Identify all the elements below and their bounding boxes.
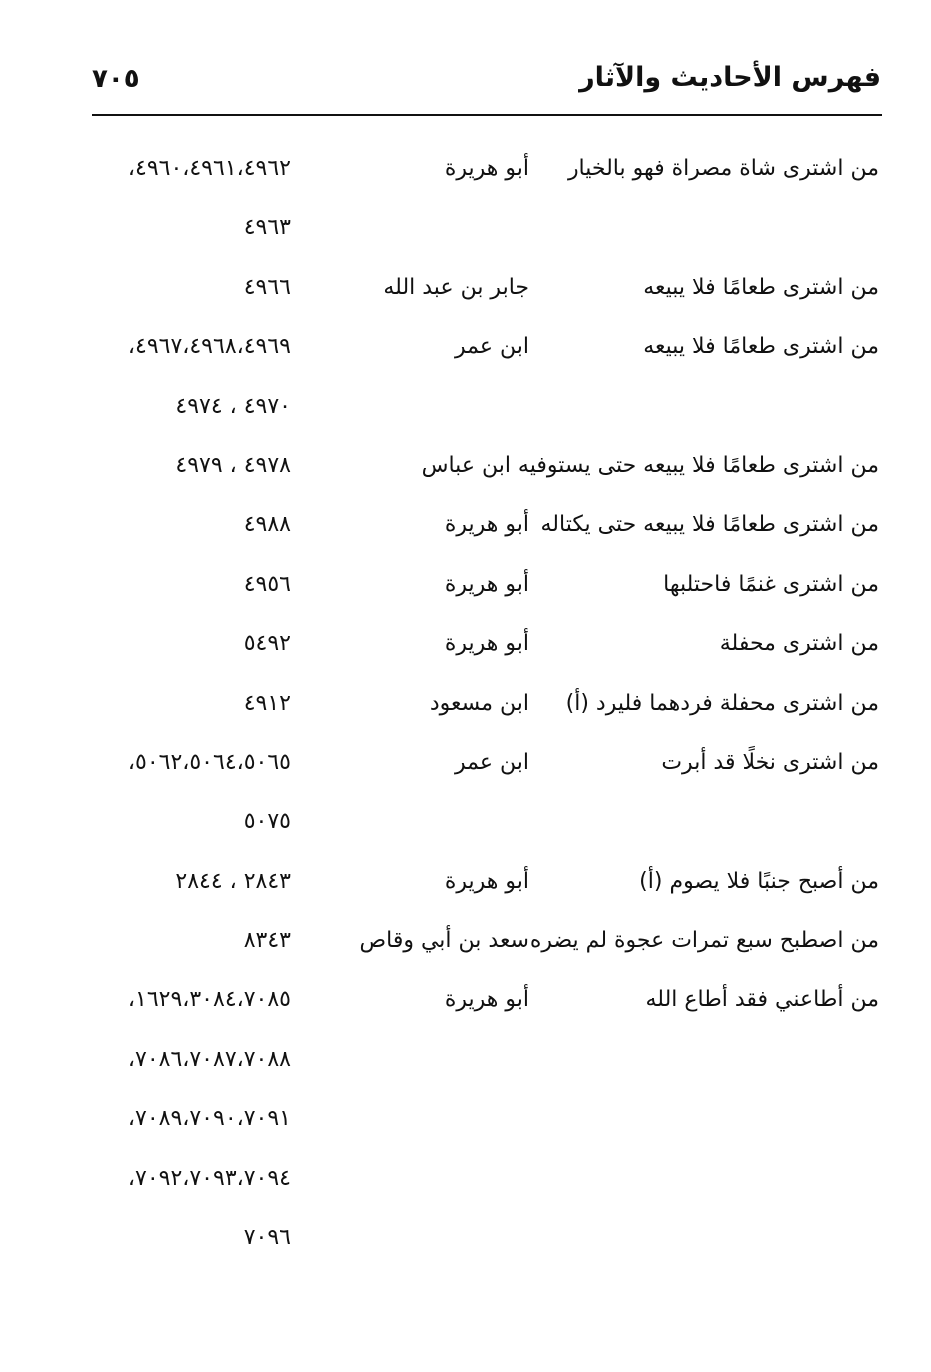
index-entry-row (0, 506, 931, 565)
hadith-reference-numbers: ٤٩٦٣ (243, 215, 291, 241)
index-entry-row (0, 447, 931, 506)
narrator-name: أبو هريرة (444, 987, 529, 1013)
page-title: فهرس الأحاديث والآثار (579, 62, 881, 93)
hadith-reference-numbers: ٤٩٧٨ ، ٤٩٧٩ (175, 452, 291, 478)
hadith-text: من اشترى طعامًا فلا يبيعه حتى يستوفيه ابن عباس (421, 452, 879, 478)
hadith-reference-numbers: ٤٩٦٧،٤٩٦٨،٤٩٦٩، (127, 334, 291, 360)
index-entry-row (0, 863, 931, 922)
hadith-reference-numbers: ٧٠٨٦،٧٠٨٧،٧٠٨٨، (127, 1046, 291, 1072)
index-entry-row (0, 744, 931, 803)
narrator-name: أبو هريرة (444, 571, 529, 597)
narrator-name: ابن عمر (455, 749, 529, 775)
index-entry-row (0, 685, 931, 744)
hadith-reference-numbers: ٢٨٤٣ ، ٢٨٤٤ (175, 868, 291, 894)
index-entry-row (0, 981, 931, 1040)
hadith-reference-numbers: ٨٣٤٣ (243, 928, 291, 954)
index-entry-row (0, 1041, 931, 1100)
narrator-name: أبو هريرة (444, 512, 529, 538)
index-entry-row (0, 1160, 931, 1219)
hadith-reference-numbers: ٧٠٨٩،٧٠٩٠،٧٠٩١، (127, 1106, 291, 1132)
hadith-reference-numbers: ٧٠٩٢،٧٠٩٣،٧٠٩٤، (127, 1165, 291, 1191)
index-entry-row (0, 328, 931, 387)
hadith-text: من اشترى طعامًا فلا يبيعه (643, 334, 879, 360)
hadith-reference-numbers: ٤٩٦٠،٤٩٦١،٤٩٦٢، (127, 156, 291, 181)
index-entry-row (0, 1100, 931, 1159)
hadith-reference-numbers: ١٦٢٩،٣٠٨٤،٧٠٨٥، (127, 987, 291, 1013)
narrator-name: ابن مسعود (429, 690, 529, 716)
index-entry-row (0, 625, 931, 684)
hadith-text: من اشترى نخلًا قد أبرت (661, 749, 879, 775)
hadith-reference-numbers: ٤٩٥٦ (243, 571, 291, 597)
hadith-reference-numbers: ٥٠٦٢،٥٠٦٤،٥٠٦٥، (127, 749, 291, 775)
hadith-text: من أطاعني فقد أطاع الله (645, 987, 879, 1013)
hadith-reference-numbers: ٥٠٧٥ (243, 809, 291, 835)
page-number: ٧٠٥ (92, 64, 140, 94)
hadith-reference-numbers: ٤٩٨٨ (243, 512, 291, 538)
narrator-name: أبو هريرة (444, 156, 529, 181)
narrator-name: أبو هريرة (444, 631, 529, 657)
hadith-reference-numbers: ٤٩١٢ (243, 690, 291, 716)
narrator-name: جابر بن عبد الله (383, 274, 529, 300)
hadith-reference-numbers: ٤٩٧٠ ، ٤٩٧٤ (175, 393, 291, 419)
index-entry-row (0, 803, 931, 862)
index-entry-row (0, 1219, 931, 1278)
index-entry-row (0, 150, 931, 209)
index-entries (0, 150, 931, 1278)
hadith-text: من اشترى شاة مصراة فهو بالخيار (567, 156, 879, 181)
narrator-name: أبو هريرة (444, 868, 529, 894)
index-entry-row (0, 922, 931, 981)
hadith-text: من أصبح جنبًا فلا يصوم (أ) (639, 868, 879, 894)
hadith-text: من اشترى غنمًا فاحتلبها (663, 571, 879, 597)
hadith-text: من اشترى طعامًا فلا يبيعه حتى يكتاله (540, 512, 879, 538)
header-divider (92, 114, 882, 116)
index-entry-row (0, 209, 931, 268)
hadith-reference-numbers: ٤٩٦٦ (243, 274, 291, 300)
hadith-text: من اشترى محفلة فردهما فليرد (أ) (565, 690, 879, 716)
index-entry-row (0, 388, 931, 447)
narrator-name: سعد بن أبي وقاص (359, 928, 529, 954)
hadith-text: من اصطبح سبع تمرات عجوة لم يضره (529, 928, 879, 954)
hadith-text: من اشترى طعامًا فلا يبيعه (643, 274, 879, 300)
index-entry-row (0, 566, 931, 625)
index-entry-row (0, 269, 931, 328)
narrator-name: ابن عمر (455, 334, 529, 360)
hadith-text: من اشترى محفلة (719, 631, 879, 657)
hadith-reference-numbers: ٥٤٩٢ (243, 631, 291, 657)
hadith-reference-numbers: ٧٠٩٦ (243, 1225, 291, 1251)
